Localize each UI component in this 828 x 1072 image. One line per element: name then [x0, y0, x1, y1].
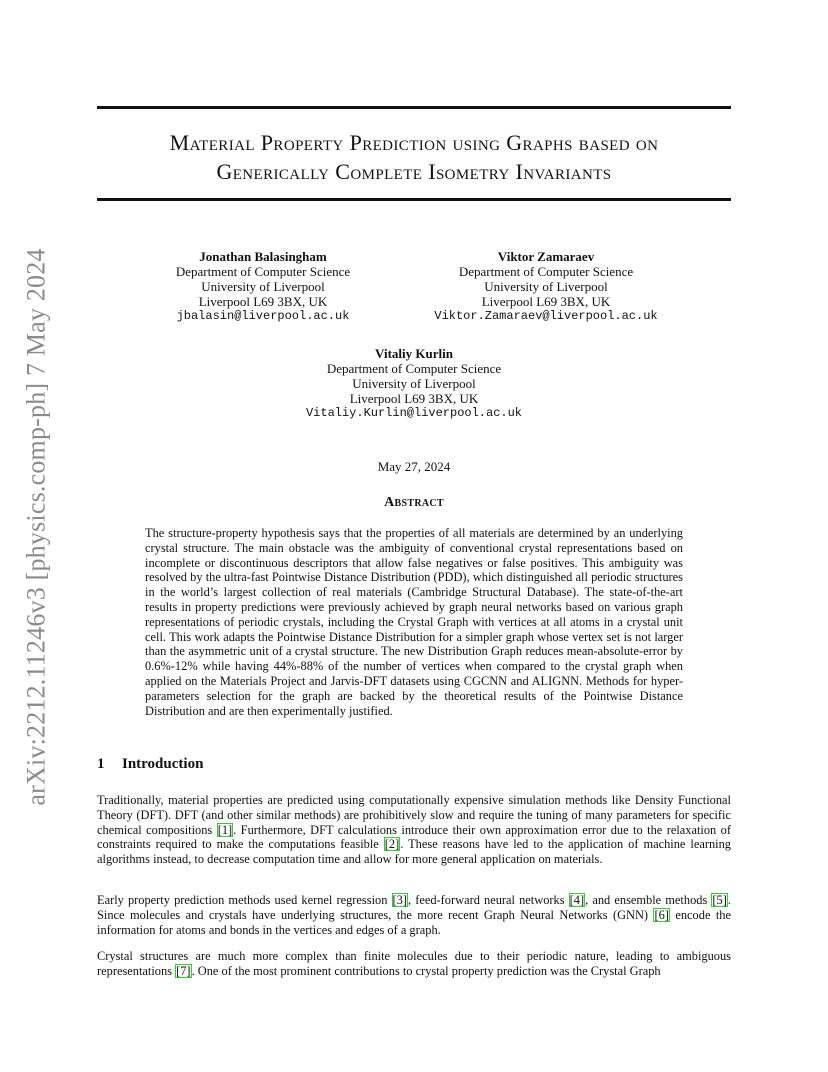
author-email: jbalasin@liverpool.ac.uk — [176, 309, 350, 323]
author-department: Department of Computer Science — [326, 361, 502, 376]
citation-link[interactable]: [1] — [217, 822, 233, 837]
author-department: Department of Computer Science — [458, 264, 634, 279]
author-email: Vitaliy.Kurlin@liverpool.ac.uk — [305, 406, 523, 420]
paragraph-text: Early property prediction methods used kernel regression — [97, 893, 392, 907]
citation-link[interactable]: [2] — [384, 837, 400, 852]
author-address: Liverpool L69 3BX, UK — [481, 294, 611, 309]
author-block — [150, 249, 376, 324]
paragraph-text: , and ensemble methods — [585, 893, 712, 907]
author-university: University of Liverpool — [352, 376, 476, 391]
author-email: Viktor.Zamaraev@liverpool.ac.uk — [434, 309, 658, 323]
abstract-heading: Abstract — [384, 495, 444, 510]
title-rule-bottom — [97, 198, 731, 201]
paragraph-text: encode the information for atoms and bonds in the vertices and edges of a graph. — [97, 907, 731, 937]
author-university: University of Liverpool — [484, 279, 608, 294]
author-name: Vitaliy Kurlin — [375, 346, 453, 361]
citation-link[interactable]: [6] — [654, 907, 669, 922]
publication-date: May 27, 2024 — [377, 459, 451, 474]
author-name: Jonathan Balasingham — [199, 249, 327, 264]
paper-title — [97, 128, 731, 186]
intro-paragraph — [97, 793, 731, 867]
citation-link[interactable]: [7] — [176, 963, 191, 978]
paper-title-line-2: Generically Complete Isometry Invariants — [216, 159, 612, 184]
title-rule-top — [97, 106, 731, 109]
abstract-body: The structure-property hypothesis says that the properties of all materials are determined by an underlying crystal structure. The main obstacle was the ambiguity of conventional crystal representations based on incomplete or discontinuous descriptors that allow false negatives or false positives. This ambiguity was resolved by the ultra-fast Pointwise Distance Distribution (PDD), which distinguished all periodic structures in the world’s largest collection of real materials (Cambridge Structural Database). The state-of-the-art results in property predictions were previously achieved by graph neural networks based on various graph representations of periodic crystals, including the Crystal Graph with vertices at all atoms in a crystal unit cell. This work adapts the Pointwise Distance Distribution for a simpler graph whose vertex set is not larger than the asymmetric unit of a crystal structure. The new Distribution Graph reduces mean-absolute-error by 0.6%-12% while having 44%-88% of the number of vertices when compared to the crystal graph when applied on the Materials Project and Jarvis-DFT datasets using CGCNN and ALIGNN. Methods for hyper-parameters selection for the graph are backed by the theoretical results of the Pointwise Distance Distribution and are then experimentally justified. — [145, 526, 683, 718]
paragraph-text: . These reasons have led to the application of machine learning algorithms instead, to decrease computation time and allow for more general application on materials. — [97, 837, 732, 867]
author-block — [288, 346, 540, 421]
arxiv-identifier — [19, 236, 55, 818]
author-department: Department of Computer Science — [175, 264, 351, 279]
arxiv-identifier-text: arXiv:2212.11246v3 [physics.comp-ph] 7 May 2024 — [22, 248, 52, 806]
section-heading — [97, 756, 203, 773]
paragraph-text: Crystal structures are much more complex than finite molecules due to their periodic nature, leading to ambiguous representations — [97, 949, 731, 978]
intro-paragraph — [97, 949, 731, 979]
paragraph-text: . Furthermore, DFT calculations introduce their own approximation error due to the relaxation of constraints required to make the computations feasible — [97, 822, 731, 852]
intro-paragraph — [97, 893, 731, 937]
paragraph-text: . One of the most prominent contributions to crystal property prediction was the Crystal Graph — [191, 963, 661, 978]
paragraph-text: Traditionally, material properties are predicted using computationally expensive simulation methods like Density Functional Theory (DFT). DFT (and other similar methods) are prohibitively slow and require the tuning of many parameters for specific chemical compositions — [97, 793, 731, 837]
citation-link[interactable]: [5] — [712, 893, 727, 907]
citation-link[interactable]: [4] — [569, 893, 585, 907]
paper-title-line-1: Material Property Prediction using Graphs based on — [169, 130, 659, 155]
author-university: University of Liverpool — [201, 279, 325, 294]
paragraph-text: . Since molecules and crystals have underlying structures, the more recent Graph Neural Networks (GNN) — [97, 893, 731, 922]
author-address: Liverpool L69 3BX, UK — [198, 294, 328, 309]
author-name: Viktor Zamaraev — [497, 249, 595, 264]
author-block — [420, 249, 672, 324]
section-title: Introduction — [122, 756, 204, 772]
paragraph-text: , feed-forward neural networks — [408, 893, 569, 907]
author-address: Liverpool L69 3BX, UK — [349, 391, 479, 406]
citation-link[interactable]: [3] — [392, 893, 407, 907]
section-number: 1 — [97, 756, 105, 772]
